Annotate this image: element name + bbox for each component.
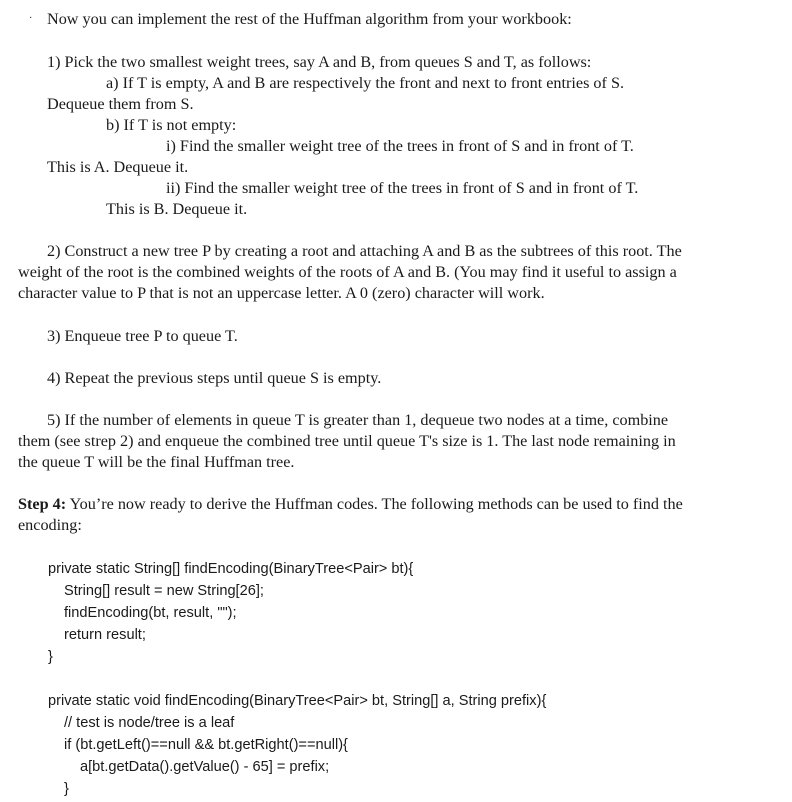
code-line-1: private static String[] findEncoding(BinaryTree<Pair> bt){	[48, 561, 414, 577]
step1-main: 1) Pick the two smallest weight trees, say A and B, from queues S and T, as follows:	[47, 53, 592, 71]
step1-i-line1: i) Find the smaller weight tree of the trees in front of S and in front of T.	[166, 137, 634, 155]
code-line-3: findEncoding(bt, result, "");	[64, 605, 237, 621]
step3-text: 3) Enqueue tree P to queue T.	[47, 327, 238, 345]
step2-line2: weight of the root is the combined weights of the roots of A and B. (You may find it useful to assign a	[18, 263, 677, 281]
step1-b: b) If T is not empty:	[106, 116, 237, 134]
step4-heading-text: You’re now ready to derive the Huffman codes. The following methods can be used to find the	[66, 495, 683, 513]
step5-line1: 5) If the number of elements in queue T is greater than 1, dequeue two nodes at a time, combine	[47, 411, 669, 429]
code-line-7: // test is node/tree is a leaf	[64, 715, 235, 731]
step1-a-line1: a) If T is empty, A and B are respectively the front and next to front entries of S.	[106, 74, 625, 92]
step2-line3: character value to P that is not an uppercase letter. A 0 (zero) character will work.	[18, 284, 545, 302]
step2-line1: 2) Construct a new tree P by creating a root and attaching A and B as the subtrees of this root. The	[47, 242, 682, 260]
step1-ii-line1: ii) Find the smaller weight tree of the trees in front of S and in front of T.	[166, 179, 639, 197]
step4-heading-line1	[18, 494, 683, 514]
code-line-5: }	[48, 649, 53, 665]
step5-line3: the queue T will be the final Huffman tree.	[18, 453, 295, 471]
step4-label: Step 4:	[18, 495, 67, 513]
code-line-4: return result;	[64, 627, 146, 643]
bullet-marker: ·	[29, 13, 33, 24]
step4-repeat-text: 4) Repeat the previous steps until queue S is empty.	[47, 369, 382, 387]
step5-line2: them (see strep 2) and enqueue the combined tree until queue T's size is 1. The last node remaining in	[18, 432, 676, 450]
code-line-2: String[] result = new String[26];	[64, 583, 264, 599]
code-line-8: if (bt.getLeft()==null && bt.getRight()==null){	[64, 737, 348, 753]
step1-a-line2: Dequeue them from S.	[47, 95, 194, 113]
intro-text: Now you can implement the rest of the Huffman algorithm from your workbook:	[47, 10, 572, 28]
code-line-10: }	[64, 781, 69, 797]
step1-ii-line2: This is B. Dequeue it.	[106, 200, 248, 218]
code-line-9: a[bt.getData().getValue() - 65] = prefix;	[80, 759, 330, 775]
code-line-6: private static void findEncoding(BinaryTree<Pair> bt, String[] a, String prefix){	[48, 693, 547, 709]
step4-heading-line2: encoding:	[18, 516, 82, 534]
step1-i-line2: This is A. Dequeue it.	[47, 158, 189, 176]
